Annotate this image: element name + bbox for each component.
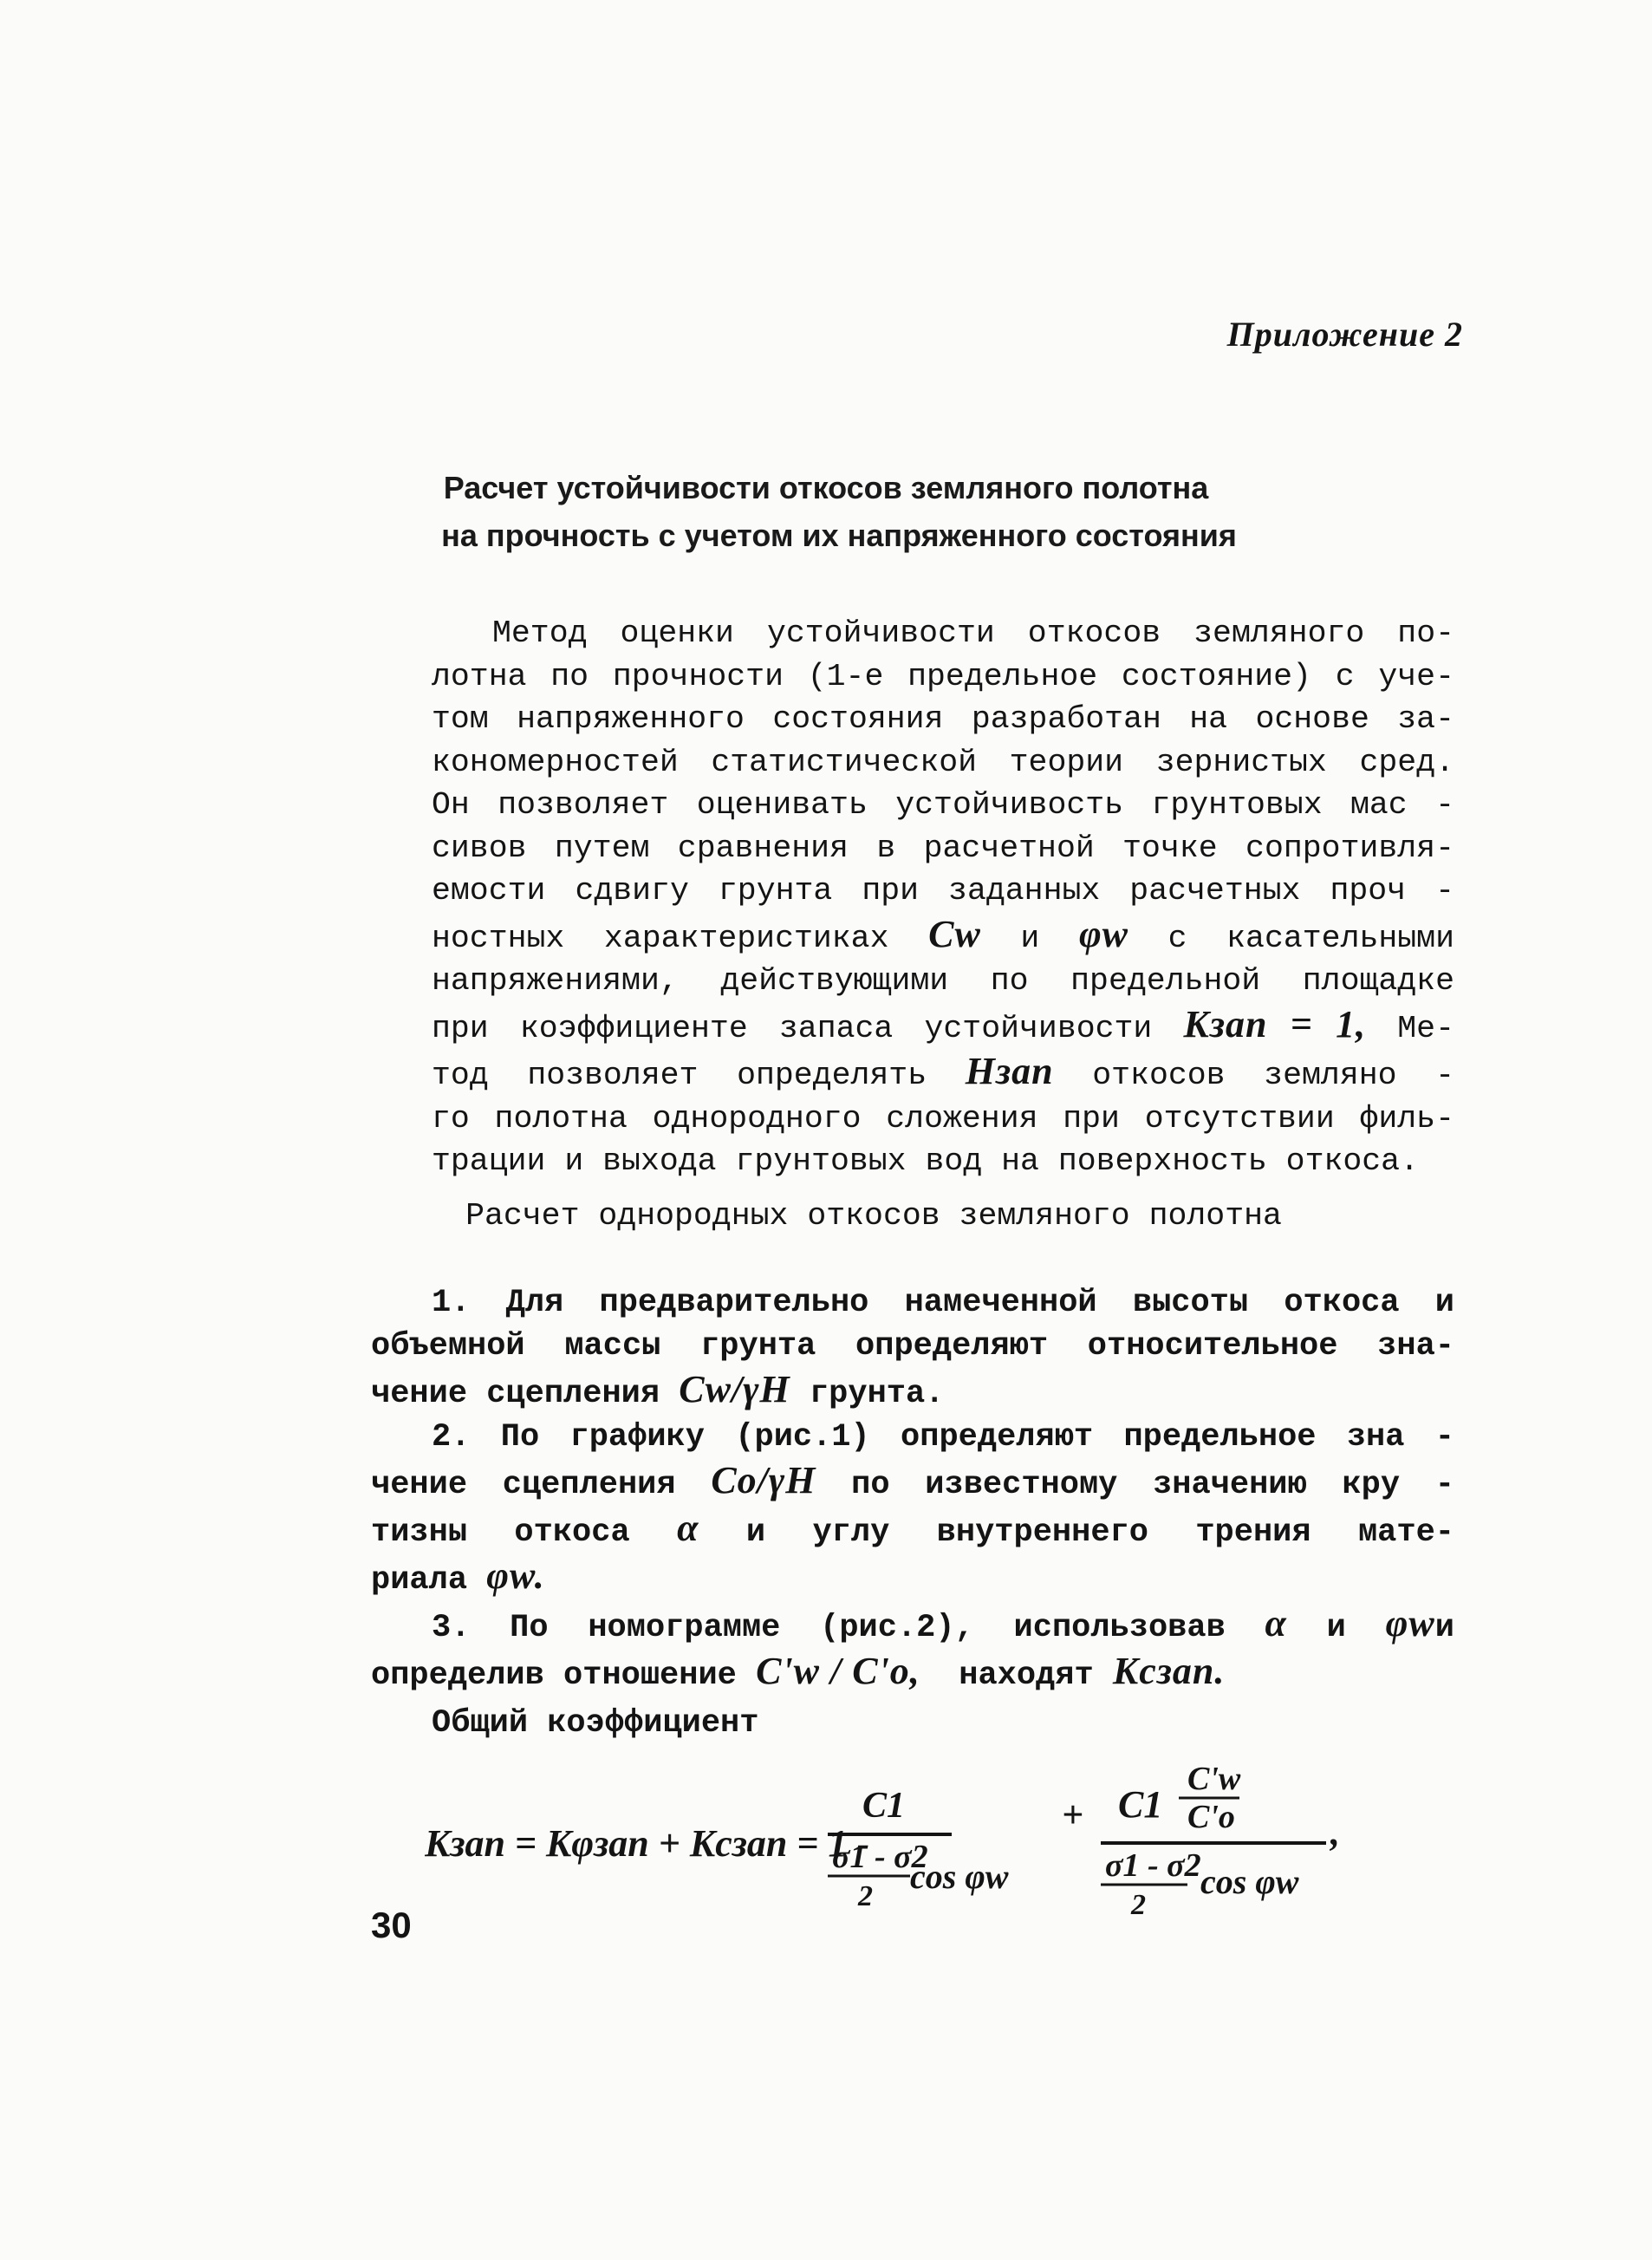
item-text: чение сцепления bbox=[371, 1376, 660, 1412]
intro-line bbox=[371, 913, 1454, 961]
intro-paragraph bbox=[371, 612, 1454, 1183]
frac2-cos: cos φw bbox=[1200, 1862, 1299, 1901]
symbol-phi-w: φw. bbox=[486, 1554, 545, 1597]
intro-line: сивов путем сравнения в расчетной точке сопротивля- bbox=[432, 830, 1454, 866]
formula-plus: + bbox=[1062, 1794, 1084, 1836]
symbol-h-zap: Hзап bbox=[965, 1050, 1054, 1092]
intro-line: Он позволяет оценивать устойчивость грунтовых мас - bbox=[432, 787, 1454, 823]
document-title bbox=[0, 464, 1652, 559]
list-item-line: 1. Для предварительно намеченной высоты откоса и bbox=[432, 1285, 1454, 1321]
procedure-list bbox=[371, 1281, 1454, 1697]
list-item-line bbox=[371, 1554, 1454, 1602]
frac2-den-sigma: σ1 - σ2 bbox=[1105, 1847, 1201, 1884]
intro-line: емости сдвигу грунта при заданных расчетных проч - bbox=[432, 873, 1454, 909]
symbol-k-zap: Kзап = 1, bbox=[1183, 1002, 1367, 1045]
intro-line: трации и выхода грунтовых вод на поверхность откоса. bbox=[432, 1143, 1419, 1179]
symbol-k-c-zap: Kcзап. bbox=[1112, 1650, 1226, 1692]
symbol-alpha: α bbox=[1265, 1602, 1287, 1645]
page-number: 30 bbox=[371, 1905, 412, 1945]
formula-comma: , bbox=[1330, 1811, 1340, 1853]
intro-text: ностных характеристиках bbox=[432, 920, 889, 956]
item-text: и bbox=[1434, 1610, 1454, 1646]
symbol-phi-w: φw bbox=[1078, 912, 1129, 955]
general-coefficient-label: Общий коэффициент bbox=[432, 1705, 759, 1742]
intro-line: го полотна однородного сложения при отсутствии филь- bbox=[432, 1100, 1454, 1137]
intro-line: кономерностей статистической теории зернистых сред. bbox=[432, 744, 1454, 780]
formula-lhs: Kзап = Kφзап + Kcзап = 1 - bbox=[425, 1822, 870, 1865]
item-text: тизны откоса bbox=[371, 1514, 630, 1551]
list-item-line: объемной массы грунта определяют относительное зна- bbox=[371, 1328, 1454, 1364]
list-item-line bbox=[371, 1459, 1454, 1507]
intro-line: Метод оценки устойчивости откосов земляного по- bbox=[492, 615, 1454, 651]
intro-text: и bbox=[1020, 920, 1040, 956]
stability-formula bbox=[425, 1765, 1430, 1921]
symbol-cw-co-ratio: C'w / C'o, bbox=[756, 1650, 920, 1692]
item-text: грунта. bbox=[809, 1376, 945, 1412]
list-item-line bbox=[371, 1650, 1454, 1697]
title-line-1: Расчет устойчивости откосов земляного полотна bbox=[443, 470, 1209, 505]
intro-line: напряжениями, действующими по предельной площадке bbox=[432, 963, 1454, 999]
item-text: и углу внутреннего трения мате- bbox=[745, 1514, 1454, 1551]
frac2-numerator-c1: C1 bbox=[1118, 1783, 1163, 1826]
intro-text: откосов земляно - bbox=[1092, 1058, 1455, 1093]
appendix-label: Приложение 2 bbox=[1226, 315, 1463, 354]
item-text: риала bbox=[371, 1562, 468, 1599]
frac1-den-sigma: σ1 - σ2 bbox=[832, 1839, 928, 1875]
item-text: чение сцепления bbox=[371, 1467, 676, 1503]
frac2-den-two: 2 bbox=[1131, 1889, 1146, 1921]
symbol-alpha: α bbox=[677, 1507, 699, 1549]
intro-text: тод позволяет определять bbox=[432, 1058, 927, 1093]
list-item-line bbox=[371, 1368, 1454, 1416]
intro-text: при коэффициенте запаса устойчивости bbox=[432, 1010, 1153, 1046]
item-text: находят bbox=[959, 1658, 1094, 1694]
symbol-co-gamma-h: Co/γH bbox=[711, 1459, 816, 1501]
title-line-2: на прочность с учетом их напряженного состояния bbox=[441, 518, 1237, 553]
list-item-line bbox=[371, 1507, 1454, 1554]
intro-text: с касательными bbox=[1167, 920, 1454, 956]
symbol-cw-gamma-h: Cw/γH bbox=[679, 1368, 790, 1410]
item-text: и bbox=[1326, 1610, 1346, 1646]
intro-line bbox=[371, 1050, 1454, 1097]
item-text: по известному значению кру - bbox=[851, 1467, 1454, 1503]
formula-graphic bbox=[425, 1765, 1430, 1921]
symbol-cw: Cw bbox=[928, 912, 981, 955]
item-text: определив отношение bbox=[371, 1658, 737, 1694]
frac1-cos: cos φw bbox=[910, 1857, 1009, 1896]
symbol-phi-w: φw bbox=[1385, 1602, 1435, 1645]
intro-line: том напряженного состояния разработан на основе за- bbox=[432, 701, 1454, 737]
frac1-numerator: C1 bbox=[862, 1786, 906, 1826]
frac2-num-cw: C'w bbox=[1187, 1765, 1241, 1797]
list-item-line bbox=[371, 1602, 1454, 1650]
list-item-line: 2. По графику (рис.1) определяют предельное зна - bbox=[432, 1419, 1454, 1456]
frac2-num-co: C'o bbox=[1187, 1799, 1235, 1835]
item-text: 3. По номограмме (рис.2), использовав bbox=[432, 1610, 1226, 1646]
frac1-den-two: 2 bbox=[858, 1880, 873, 1912]
intro-line bbox=[371, 1003, 1454, 1051]
section-heading: Расчет однородных откосов земляного полотна bbox=[465, 1198, 1282, 1234]
intro-line: лотна по прочности (1-е предельное состояние) с уче- bbox=[432, 658, 1454, 694]
intro-text: Ме- bbox=[1397, 1010, 1454, 1046]
